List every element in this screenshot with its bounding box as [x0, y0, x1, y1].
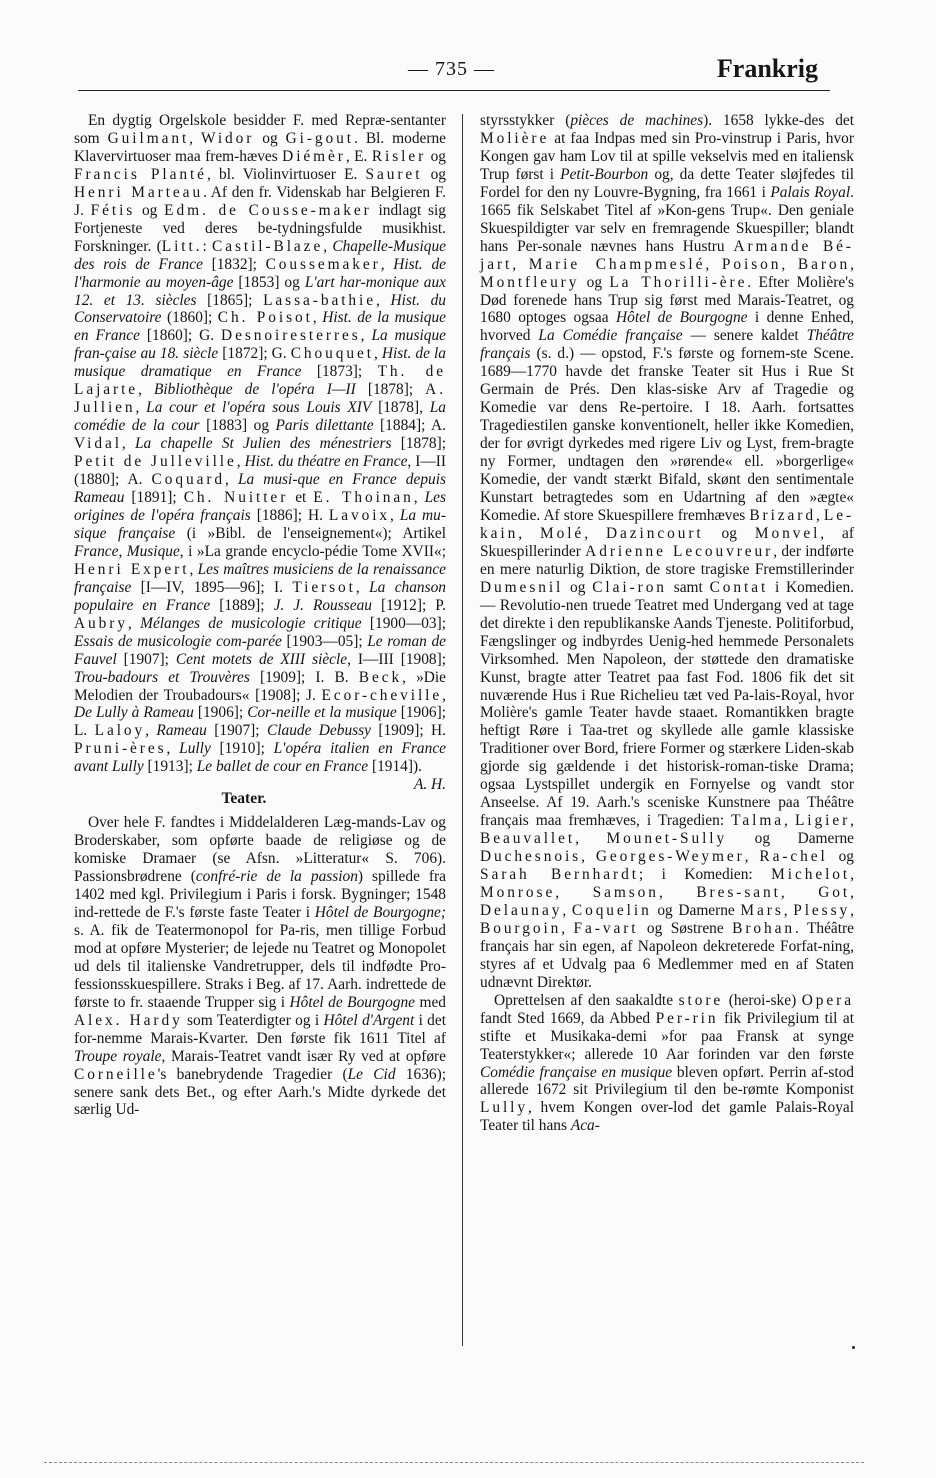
text-run: ,	[512, 255, 529, 273]
text-run: ,	[561, 919, 574, 937]
text-run: . Bl. moderne Klavervirtuoser maa frem-hæves	[74, 129, 447, 165]
italic-title: Petit-Bourbon	[560, 165, 649, 183]
text-run: , Marais-Teatret vandt især Ry ved at opføre	[161, 1047, 446, 1065]
text-run: 's banebrydende Tragedier (	[157, 1065, 348, 1083]
page-header	[78, 52, 830, 92]
spaced-name: Montfleury	[480, 273, 580, 291]
text-run: ,	[135, 399, 147, 417]
spaced-name: Fétis	[90, 201, 136, 219]
spaced-name: Ra-chel	[759, 848, 828, 866]
text-run: ,	[236, 453, 245, 471]
text-run: [1886]; H.	[250, 506, 329, 524]
text-run: ,	[413, 489, 425, 507]
text-run: :	[202, 237, 213, 255]
text-run: (s. d.) — opstod, F.'s første og fornem-ste Scene. 1689—1770 havde det franske Teater sit Hus i Rue St Germain de Prés. Den klas-siske Arv af Tragedie og Komedie var dens Re-pertoire. I 18. Aarh. fortsattes Tragediestilen ganske konventionelt, heller ikke Komedien, der for øvrigt dyrkedes med rigere Liv og Lyst, frem-bragte ny Former, undtagen den »rørende« ell. »borgerlige« Komedie, der vandt stærkt Bifald, skønt den sentimentale Kunstart betragtedes som en Udartning af den »ægte« Komedie. Af store Skuespillere fremhæves	[480, 345, 854, 524]
spaced-name: Mars	[740, 901, 784, 919]
italic-title: France, Musique	[74, 542, 180, 560]
spaced-name: Th. de Lajarte	[74, 363, 447, 399]
spaced-name: Baron	[797, 255, 851, 273]
text-run: ) spillede fra 1402 med kgl. Privilegium i Paris i forsk. Bygninger; 1548 ind-rettede de F.'s første faste Teater i	[74, 868, 446, 921]
text-run: [1914]).	[368, 758, 422, 776]
text-run: [1903—05];	[281, 632, 368, 650]
author-initials: A. H.	[413, 776, 446, 794]
text-run: — senere kaldet	[682, 327, 807, 345]
spaced-name: Armande Bé-jart	[480, 237, 854, 273]
text-run: En dygtig Orgelskole besidder F. med Repræ-sentanter som	[74, 112, 446, 147]
spaced-name: Got	[818, 883, 851, 901]
spaced-name: Contat	[709, 578, 769, 596]
spaced-name: Vidal	[74, 435, 122, 453]
text-run: [1912]; P.	[371, 596, 446, 614]
spaced-name: Fa-vart	[573, 919, 639, 937]
text-run: ,	[166, 740, 180, 758]
text-run: ,	[189, 560, 198, 578]
text-run: ,	[850, 255, 854, 273]
italic-title: La chanson populaire en France	[74, 578, 446, 614]
italic-title: Trou-badours et Trouvères	[74, 668, 250, 686]
spaced-name: Sauret	[365, 165, 423, 183]
left-column	[74, 112, 446, 1119]
text-run: ,	[442, 686, 446, 704]
text-run: ,	[705, 255, 722, 273]
italic-title: Hist. de l'harmonie au moyen-âge	[74, 255, 446, 291]
italic-title: La Comédie française	[538, 327, 683, 345]
text-run: ,	[783, 901, 794, 919]
text-run: [1865];	[196, 291, 264, 309]
section-heading-teater: Teater.	[221, 790, 267, 808]
spaced-name: Petit de Julleville	[74, 453, 237, 471]
text-run: , bl. Violinvirtuoser E.	[206, 165, 366, 183]
italic-title: Paris dilettante	[275, 417, 374, 435]
spaced-name: E. Thoinan	[313, 489, 414, 507]
text-run: [1907];	[206, 722, 267, 740]
italic-title: Cor-neille et la musique	[247, 704, 397, 722]
italic-title: Hist. du théatre en France	[244, 453, 408, 471]
spaced-name: Gi-gout	[285, 129, 355, 147]
italic-title: La chapelle St Julien des ménestriers	[135, 435, 392, 453]
text-run: og	[579, 273, 610, 291]
italic-title: Lully	[179, 740, 211, 758]
text-run: og	[254, 129, 286, 147]
text-run: samt	[666, 578, 710, 596]
text-run: [1872]; G.	[218, 345, 291, 363]
italic-title: La musique fran-çaise au 18. siècle	[74, 327, 446, 363]
spaced-name: Bres-sant	[696, 883, 781, 901]
italic-title: L'art har-monique aux 12. et 13. siècles	[74, 273, 447, 309]
italic-title: La mu-sique française	[74, 506, 446, 542]
spaced-name: Molé	[539, 524, 585, 542]
text-run: ; i Komedien:	[638, 866, 772, 884]
text-run: ,	[850, 901, 854, 919]
text-run: og	[135, 201, 165, 219]
printer-mark	[852, 1346, 855, 1349]
text-run: [1906]; L.	[74, 704, 446, 740]
text-run: , »Die Melodien der Troubadours« [1908]; J.	[74, 668, 446, 704]
text-run: i Komedien. — Revolutio-nen truede Teatret med Undergang ved at tage det direkte i den republikanske Aands Tjeneste. Politiforbud, Fængslinger og indbyrdes Uenig-hed hemmede Personalets Virksomhed. Men Napoleon, der støttede den dramatiske Kunst, bragte atter Teatret paa fast Fod. 1806 fik det sit nuværende Hus i Rue Richelieu tæt ved Pa-lais-Royal, hvor Molière's gamle Teater havde staaet. Romantikken bragte heftigt Røre i Taa-tret og skyllede alle gamle klassiske Traditioner over Bord, friere Former og stærkere Liden-skab gjorde sig gældende i det historisk-roman-tiske Drama; ogsaa Lystspillet undergik en Fornyelse og vandt stor Anseelse. Af 19. Aarh.'s sceniske Kunstnere paa Théâtre français maa fremhæves, i Tragedien:	[480, 578, 854, 830]
text-run: bleven opført. Perrin af-stod allerede 1672 sit Privilegium til den be-rømte Komponist	[480, 1063, 854, 1099]
italic-title: Palais Royal	[770, 183, 851, 201]
spaced-name: Ligier	[794, 812, 851, 830]
spaced-name: Francis Planté	[74, 165, 207, 183]
text-run: og	[827, 848, 854, 866]
text-run: fandt Sted 1669, da Abbed	[480, 1009, 656, 1027]
italic-title: Hist. du Conservatoire	[74, 291, 446, 327]
text-run: ,	[562, 901, 572, 919]
text-run: et	[288, 489, 314, 507]
spaced-name: Tiersot	[292, 578, 356, 596]
text-run: . Théâtre français har sin egen, af Napoleon dekreterede Forfat-ning, styres af et Udvalg paa 6 Medlemmer med en af Staten udnævnt Direktør.	[480, 919, 854, 991]
text-run: ,	[127, 614, 141, 632]
text-run: ,	[815, 506, 824, 524]
spaced-name: Risler	[371, 147, 427, 165]
text-run: [1913];	[143, 758, 197, 776]
spaced-name: Coussemaker	[265, 255, 381, 273]
text-run: ,	[575, 830, 607, 848]
spaced-name: Widor	[200, 129, 255, 147]
text-run: ,	[390, 506, 400, 524]
spaced-name: store	[678, 991, 724, 1009]
text-run: s. A. fik de Teatermonopol for Pa-ris, men tillige Forbud mod at opføre Mysterier; de lejede nu Teatret og Monopolet ud dels til italienske Vandretrupper, dels til indfødte Pro-fessionsskuespillere. Straks i Beg. af 17. Aarh. indrettede de første to fr. staaende Trupper sig i	[74, 921, 446, 1011]
text-run: som Teaterdigter og i	[182, 1011, 324, 1029]
spaced-name: Coquard	[151, 471, 226, 489]
text-run: ,	[784, 812, 795, 830]
text-run: [1909]; I. B.	[249, 668, 359, 686]
spaced-name: Monrose	[480, 883, 556, 901]
spaced-name: Delaunay	[480, 901, 563, 919]
spaced-name: Ch. Nuitter	[183, 489, 289, 507]
italic-title: Claude Debussy	[266, 722, 371, 740]
spaced-name: Samson	[592, 883, 659, 901]
italic-title: Comédie française en musique	[480, 1063, 673, 1081]
italic-title: Le ballet de cour en France	[196, 758, 369, 776]
text-run: ,	[555, 883, 593, 901]
italic-title: Hôtel de Bourgogne;	[314, 903, 446, 921]
italic-title: Hôtel de Bourgogne	[289, 993, 415, 1011]
text-run: ,	[658, 883, 697, 901]
italic-title: Aca-	[570, 1117, 600, 1135]
spaced-name: Brohan	[732, 919, 796, 937]
text-run: . Efter Molière's Død forenede hans Trup sig først med Marais-Teatret, og 1680 optoges ogsaa	[480, 273, 854, 327]
italic-title: Chapelle-Musique des rois de France	[74, 237, 447, 273]
italic-title: Essais de musicologie com-parée	[74, 632, 282, 650]
text-run: og Damerne	[651, 901, 741, 919]
text-run: [1883] og	[199, 417, 276, 435]
text-run: ,	[744, 848, 760, 866]
text-run: , hvem Kongen over-lod det gamle Palais-Royal Teater til hans	[480, 1099, 854, 1135]
text-run: [I—IV, 1895—96]; I.	[131, 578, 293, 596]
text-run: , I—III [1908];	[347, 650, 446, 668]
italic-title: Le Cid	[347, 1065, 396, 1083]
spaced-name: Coquelin	[571, 901, 652, 919]
italic-title: Hist. de la musique en France	[74, 309, 446, 345]
text-run: [1891];	[124, 489, 184, 507]
spaced-name: A. Jullien	[74, 381, 446, 417]
text-run: ,	[312, 309, 323, 327]
spaced-name: Marie Champmeslé	[528, 255, 706, 273]
text-run: , der indførte en mere naturlig Diktion, de store tragiske Fremstillerinder	[480, 542, 854, 578]
text-run: og Damerne	[727, 830, 854, 848]
italic-title: Hôtel d'Argent	[323, 1011, 415, 1029]
text-run: [1909]; H.	[370, 722, 446, 740]
text-run: ,	[323, 237, 333, 255]
spaced-name: Plessy	[793, 901, 851, 919]
text-run: [1907];	[116, 650, 176, 668]
text-run: i denne Enhed, hvorved	[480, 309, 855, 345]
text-run: ,	[584, 524, 606, 542]
spaced-name: Bourgoin	[480, 919, 562, 937]
right-column	[480, 112, 854, 1135]
spaced-name: Michelot	[771, 866, 851, 884]
text-run: 1636); senere sank dets Bet., og efter Aarh.'s Midte dyrkede det særlig Ud-	[74, 1065, 446, 1119]
spaced-name: Lassa-bathie	[263, 291, 376, 309]
spaced-name: Edm. de Cousse-maker	[164, 201, 372, 219]
text-run: ,	[360, 327, 372, 345]
text-run: [1878],	[371, 399, 430, 417]
spaced-name: Litt.	[161, 237, 203, 255]
spaced-name: Sarah Bernhardt	[480, 866, 639, 884]
text-run: og	[563, 578, 593, 596]
text-run: ,	[518, 524, 540, 542]
spaced-name: Talma	[731, 812, 785, 830]
text-run: ,	[121, 435, 135, 453]
spaced-name: Poison	[721, 255, 782, 273]
spaced-name: Pruni-ères	[74, 740, 167, 758]
text-run: ,	[850, 866, 854, 884]
italic-title: confré-rie de la passion	[195, 868, 358, 886]
italic-title: Mélanges de musicologie critique	[140, 614, 362, 632]
text-run: ,	[850, 812, 854, 830]
italic-title: Cent motets de XIII siècle	[175, 650, 348, 668]
text-run: [1878];	[391, 435, 447, 453]
text-run: indlagt sig Fortjeneste ved deres be-tydningsfulde musikhist. Forskninger. (	[74, 201, 447, 255]
spaced-name: La Thorilli-ère	[609, 273, 748, 291]
italic-title: La comédie de la cour	[74, 399, 446, 435]
text-run: [1906];	[193, 704, 248, 722]
text-run: ). 1658 lykke-des det	[703, 112, 855, 129]
spaced-name: Lavoix	[328, 506, 391, 524]
text-run: Over hele F. fandtes i Middelalderen Læg-mands-Lav og Broderskaber, som opførte baade de religiøse og de komiske Dramaer (se Afsn. »Litteratur« S. 706). Passionsbrødrene (	[74, 814, 446, 886]
text-run: at faa Indpas med sin Pro-vinstrup i Paris, hvor Kongen gav ham Lov til at spille vekselvis med en italiensk Trup først i	[480, 129, 854, 183]
italic-title: La musi-que en France depuis Rameau	[74, 471, 446, 507]
italic-title: Théâtre français	[480, 327, 854, 363]
text-run: ,	[373, 345, 382, 363]
text-run: i det for-nemme Marais-Kvarter. Den første fik 1611 Titel af	[74, 1011, 446, 1047]
spaced-name: Chouquet	[290, 345, 374, 363]
spaced-name: Adrienne Lecouvreur	[585, 542, 774, 560]
italic-title: L'opéra italien en France avant Lully	[74, 740, 446, 776]
text-run: og, da dette Teater sløjfedes til Fordel for den ny Louvre-Bygning, fra 1661 i	[480, 165, 854, 201]
text-run: (i »Bibl. de l'enseignement«); Artikel	[175, 524, 446, 542]
italic-title: Hôtel de Bourgogne	[616, 309, 748, 327]
text-run: fik Privilegium til at stifte et Musikaka-demi »for paa Fransk at synge Teaterstykker«; allerede 10 Aar forinden var den første	[480, 1009, 855, 1063]
text-run: . 1665 fik Selskabet Titel af »Kon-gens Trup«. Den geniale Skuespildigter var selv en fremragende Skuespiller; blandt hans Per-sonale nævnes hans Hustru	[480, 183, 854, 255]
italic-title: Le roman de Fauvel	[74, 632, 446, 668]
spaced-name: Henri Marteau	[74, 183, 204, 201]
spaced-name: Le-kain	[480, 506, 855, 542]
text-run: [1873];	[301, 363, 378, 381]
text-run: og Søstrene	[638, 919, 733, 937]
text-run: (1860];	[161, 309, 218, 327]
spaced-name: Georges-Weymer	[595, 848, 745, 866]
spaced-name: Clai-ron	[592, 578, 667, 596]
text-run: (heroi-ske)	[723, 991, 802, 1009]
spaced-name: Corneille	[74, 1065, 158, 1083]
text-run: ,	[145, 722, 157, 740]
spaced-name: Aubry	[74, 614, 128, 632]
text-run: ,	[138, 381, 154, 399]
spaced-name: Castil-Blaze	[212, 237, 324, 255]
spaced-name: Guilmant	[107, 129, 190, 147]
spaced-name: Monvel	[754, 524, 821, 542]
text-run: ,	[225, 471, 238, 489]
italic-title: Hist. de la musique dramatique en France	[74, 345, 446, 381]
text-run: ,	[380, 255, 394, 273]
italic-title: pièces de machines	[570, 112, 704, 129]
text-run: med	[415, 993, 446, 1011]
text-run: ,	[189, 129, 201, 147]
column-divider	[462, 114, 463, 1346]
text-run: , af Skuespillerinder	[480, 524, 855, 560]
text-run: [1832];	[202, 255, 266, 273]
paragraph-teater-continued	[480, 112, 854, 992]
italic-title: La cour et l'opéra sous Louis XIV	[146, 399, 372, 417]
spaced-name: Alex. Hardy	[74, 1011, 183, 1029]
italic-title: Les origines de l'opéra français	[74, 489, 447, 524]
spaced-name: Diémèr	[282, 147, 346, 165]
text-run: og	[703, 524, 755, 542]
page-number: — 735 —	[408, 58, 495, 80]
spaced-name: Henri Expert	[74, 560, 190, 578]
italic-title: J. J. Rousseau	[273, 596, 372, 614]
text-run: [1884]; A.	[373, 417, 446, 435]
spaced-name: Lully	[480, 1099, 528, 1117]
paragraph-organ-school	[74, 112, 446, 776]
paragraph-opera	[480, 992, 854, 1136]
spaced-name: Dumesnil	[480, 578, 564, 596]
scan-edge-line	[44, 1462, 864, 1463]
spaced-name: Beck	[358, 668, 403, 686]
text-run: [1860]; G.	[139, 327, 222, 345]
text-run: , i »La grande encyclo-pédie Tome XVII«;	[179, 542, 446, 560]
text-run: Oprettelsen af den saakaldte	[494, 991, 679, 1009]
italic-title: Bibliothèque de l'opéra I—II	[153, 381, 356, 399]
text-run: [1900—03];	[361, 614, 447, 632]
spaced-name: Molière	[480, 129, 550, 147]
text-run: ,	[850, 883, 854, 901]
text-run: [1878];	[355, 381, 426, 399]
text-run: ,	[780, 883, 819, 901]
text-run: . Af den fr. Videnskab har Belgieren F. J.	[74, 183, 446, 219]
text-run: styrsstykker (	[480, 112, 571, 129]
spaced-name: Laloy	[94, 722, 146, 740]
italic-title: De Lully à Rameau	[74, 704, 194, 722]
text-run: [1910];	[210, 740, 274, 758]
spaced-name: Beauvallet	[480, 830, 576, 848]
spaced-name: Opera	[801, 991, 854, 1009]
paragraph-teater	[74, 814, 446, 1119]
spaced-name: Ecor-cheville	[321, 686, 443, 704]
running-head: Frankrig	[716, 54, 818, 83]
spaced-name: Desnoiresterres	[221, 327, 361, 345]
text-run: ,	[581, 848, 596, 866]
italic-title: Les maîtres musiciens de la renaissance française	[74, 560, 446, 596]
header-rule	[78, 90, 830, 91]
text-run: [1853] og	[233, 273, 305, 291]
spaced-name: Duchesnois	[480, 848, 582, 866]
italic-title: Troupe royale	[74, 1047, 162, 1065]
text-run: ,	[781, 255, 798, 273]
spaced-name: Per-rin	[655, 1009, 719, 1027]
text-run: , I—II (1880]; A.	[74, 453, 447, 489]
italic-title: Rameau	[156, 722, 207, 740]
spaced-name: Dazincourt	[605, 524, 704, 542]
spaced-name: Mounet-Sully	[606, 830, 728, 848]
spaced-name: Brizard	[749, 506, 816, 524]
text-run: ,	[355, 578, 370, 596]
text-run: , E.	[345, 147, 372, 165]
text-run: ,	[375, 291, 391, 309]
text-run: og	[426, 147, 446, 165]
spaced-name: Ch. Poisot	[217, 309, 313, 327]
text-run: og	[422, 165, 446, 183]
text-run: [1889];	[210, 596, 274, 614]
